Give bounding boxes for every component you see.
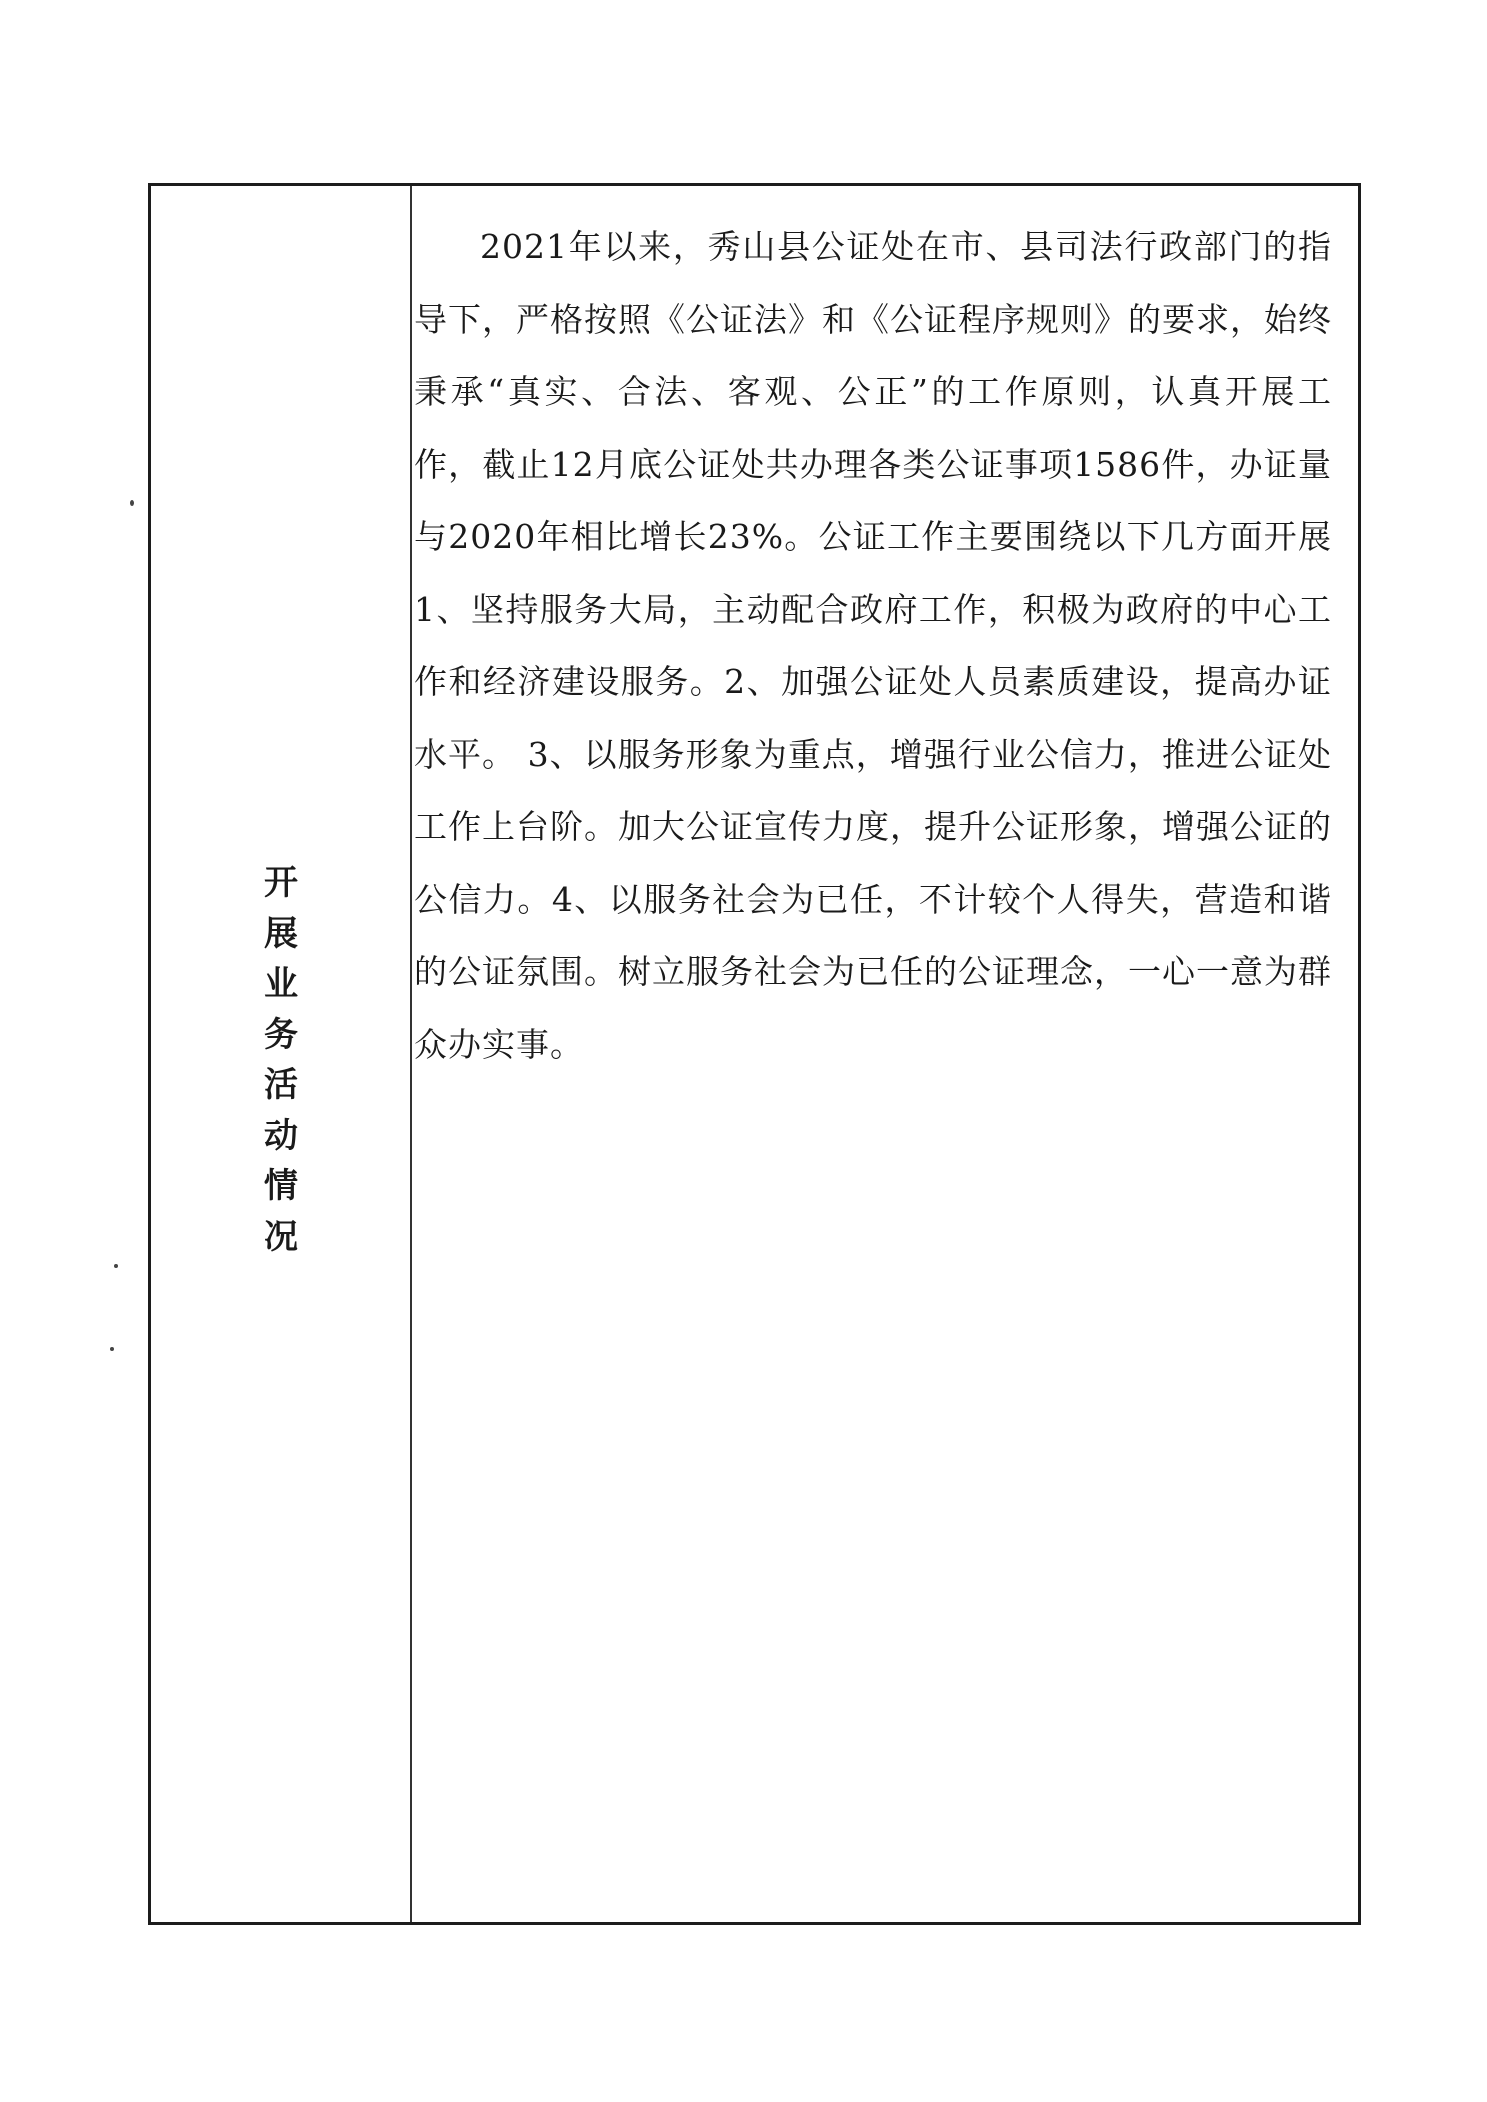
content-cell [414,186,1358,1922]
column-divider [410,186,412,1922]
activity-description: 2021年以来，秀山县公证处在市、县司法行政部门的指导下，严格按照《公证法》和《公证程序规则》的要求，始终秉承“真实、合法、客观、公正”的工作原则，认真开展工作，截止12月底公证处共办理各类公证事项1586件，办证量与2020年相比增长23%。公证工作主要围绕以下几方面开展1、坚持服务大局，主动配合政府工作，积极为政府的中心工作和经济建设服务。2、加强公证处人员素质建设，提高办证水平。 3、以服务形象为重点，增强行业公信力，推进公证处工作上台阶。加大公证宣传力度，提升公证形象，增强公证的公信力。4、以服务社会为已任，不计较个人得失，营造和谐的公证氛围。树立服务社会为已任的公证理念，一心一意为群众办实事。 [414,227,1332,1064]
scan-speck [130,500,134,506]
section-label: 开展业务活动情况 [264,863,298,1257]
scan-speck [114,1264,118,1268]
scan-speck [110,1347,114,1351]
label-cell [151,186,410,1922]
activity-form-table [148,183,1361,1925]
